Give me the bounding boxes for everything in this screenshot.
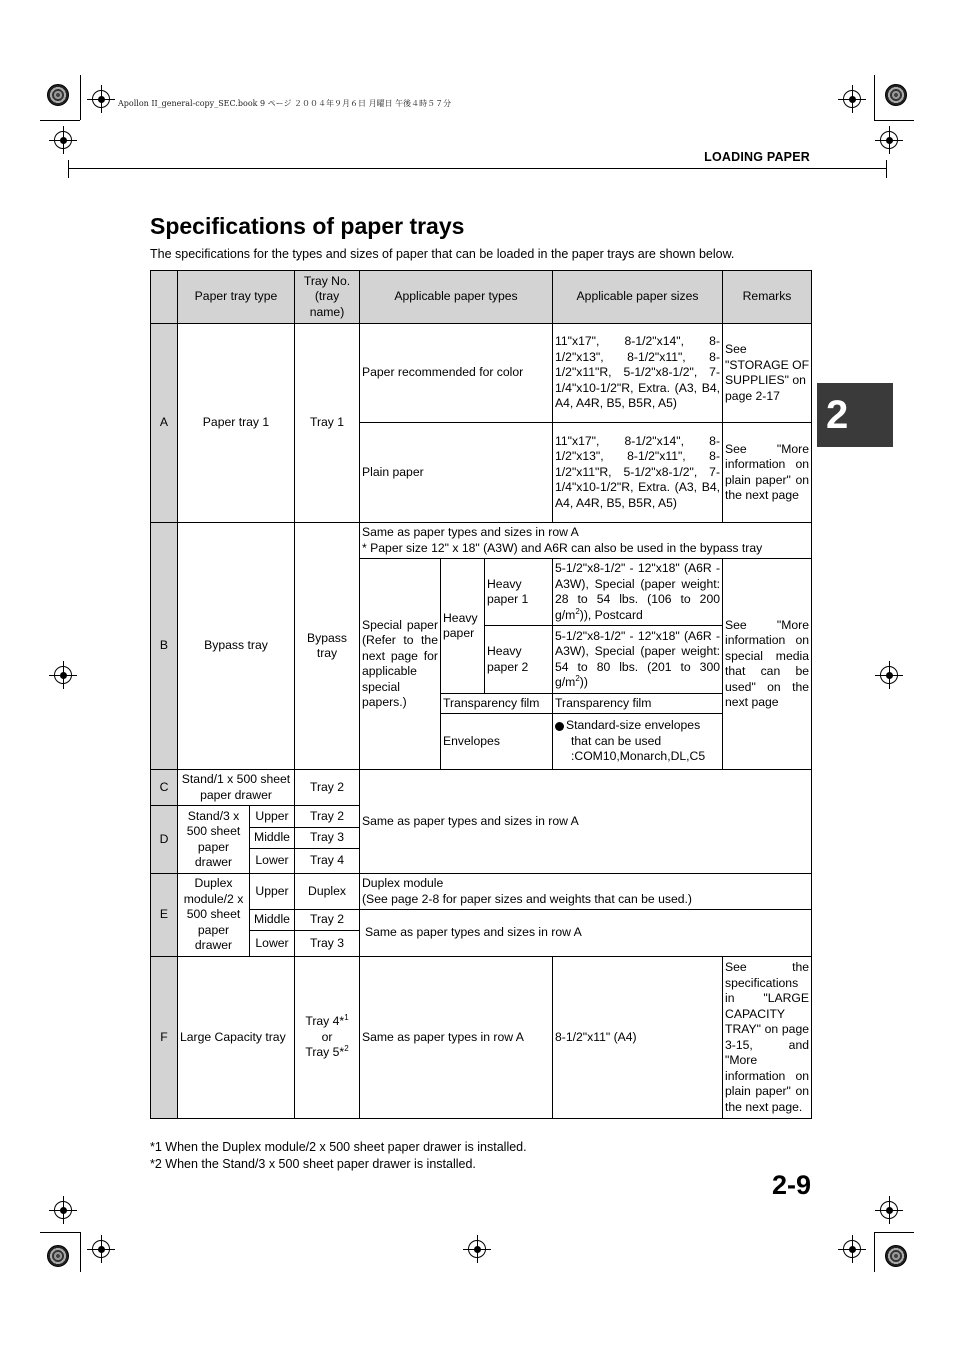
heavy1-size-tail: )), Postcard (579, 607, 643, 622)
tray4-text: Tray 4* (305, 1014, 345, 1029)
paper-tray-spec-table (150, 270, 812, 1119)
row-b-heavy2-sizes (553, 626, 723, 694)
heavy2-size-text: 5-1/2"x8-1/2" - 12"x18" (A6R - A3W), Special (paper weight: 54 to 80 lbs. (201 to 300 g/m (555, 628, 721, 689)
registration-mark-icon (54, 131, 72, 149)
header-paper-sizes: Applicable paper sizes (553, 271, 723, 324)
heavy2-size-tail: )) (579, 675, 588, 689)
bullet-icon (555, 722, 564, 731)
row-e-lower: Lower (250, 931, 295, 957)
row-b-envelopes: Envelopes (441, 714, 553, 770)
row-d-tray-type: Stand/3 x 500 sheet paper drawer (178, 806, 250, 874)
duplex-line1: Duplex module (362, 876, 444, 890)
row-e-tray-lower: Tray 3 (295, 931, 360, 957)
row-label-d: D (151, 806, 178, 874)
row-d-tray-upper: Tray 2 (295, 806, 360, 828)
tray4-sup: 1 (344, 1013, 349, 1023)
registration-mark-icon (54, 666, 72, 684)
row-c-tray-type: Stand/1 x 500 sheet paper drawer (178, 770, 295, 806)
row-e-tray-upper: Duplex (295, 874, 360, 910)
row-d-tray-lower: Tray 4 (295, 849, 360, 874)
page-number: 2-9 (771, 1170, 811, 1200)
row-a-plain-remarks: See "More information on plain paper" on the next page (723, 423, 812, 523)
row-d-upper: Upper (250, 806, 295, 828)
running-head: LOADING PAPER (704, 150, 810, 164)
registration-target-icon (47, 84, 69, 106)
or-text: or (321, 1029, 333, 1044)
heavy2-size-sup: 2 (575, 673, 580, 683)
row-b-envelope-sizes (553, 714, 723, 770)
header-tray-no: Tray No. (tray name) (295, 271, 360, 324)
chapter-tab: 2 (817, 383, 893, 447)
row-b-special-paper: Special paper (Refer to the next page for applicable special papers.) (360, 559, 441, 770)
row-label-f: F (151, 957, 178, 1119)
row-b-transparency: Transparency film (441, 694, 553, 714)
row-b-transparency-sizes: Transparency film (553, 694, 723, 714)
row-b-heavy-paper-1: Heavy paper 1 (485, 559, 553, 626)
tray5-sup: 2 (344, 1044, 349, 1054)
registration-mark-icon (92, 90, 110, 108)
row-a-plain-sizes: 11"x17", 8-1/2"x14", 8-1/2"x13", 8-1/2"x11", 8-1/2"x11"R, 5-1/2"x8-1/2", 7-1/4"x10-1/2"R, Extra. (A3, B4, A4, A4R, B5, B5R, A5) (553, 423, 723, 523)
registration-mark-icon (843, 1240, 861, 1258)
row-b-tray-type: Bypass tray (178, 523, 295, 770)
row-a-color-remarks: See "STORAGE OF SUPPLIES" on page 2-17 (723, 324, 812, 423)
env-size-line1: Standard-size envelopes (566, 718, 701, 733)
row-label-c: C (151, 770, 178, 806)
header-tray-type: Paper tray type (178, 271, 295, 324)
registration-mark-icon (880, 1201, 898, 1219)
row-a-color-type: Paper recommended for color (360, 324, 553, 423)
header-rule (68, 168, 886, 169)
row-f-tray-no (295, 957, 360, 1119)
row-b-same-line2: * Paper size 12" x 18" (A3W) and A6R can also be used in the bypass tray (362, 540, 763, 555)
row-d-middle: Middle (250, 828, 295, 849)
row-e-duplex-module (360, 874, 812, 910)
row-b-tray-no: Bypass tray (295, 523, 360, 770)
page-title: Specifications of paper trays (150, 213, 465, 239)
table-header-row (151, 271, 812, 324)
tray5-text: Tray 5* (305, 1045, 345, 1060)
registration-mark-icon (468, 1240, 486, 1258)
registration-target-icon (47, 1245, 69, 1267)
env-size-line2: that can be used (571, 733, 662, 748)
row-b-same-as-a (360, 523, 812, 559)
row-e-same-as-a: Same as paper types and sizes in row A (360, 910, 812, 957)
footnote-2: *2 When the Stand/3 x 500 sheet paper drawer is installed. (150, 1157, 476, 1171)
row-label-b: B (151, 523, 178, 770)
row-label-a: A (151, 324, 178, 523)
row-b-heavy-paper-2: Heavy paper 2 (485, 626, 553, 694)
row-cd-same-as-a: Same as paper types and sizes in row A (360, 770, 812, 874)
row-e-tray-type: Duplex module/2 x 500 sheet paper drawer (178, 874, 250, 957)
row-a-tray-no: Tray 1 (295, 324, 360, 523)
registration-mark-icon (880, 666, 898, 684)
registration-mark-icon (843, 90, 861, 108)
env-size-line3: :COM10,Monarch,DL,C5 (571, 749, 706, 764)
row-b-heavy1-sizes (553, 559, 723, 626)
row-a-tray-type: Paper tray 1 (178, 324, 295, 523)
registration-mark-icon (880, 131, 898, 149)
row-d-tray-middle: Tray 3 (295, 828, 360, 849)
registration-mark-icon (92, 1240, 110, 1258)
row-e-middle: Middle (250, 910, 295, 931)
row-e-upper: Upper (250, 874, 295, 910)
print-line: Apollon II_general-copy_SEC.book 9 ページ ２００４年９月６日 月曜日 午後４時５７分 (118, 99, 452, 108)
duplex-line2: (See page 2-8 for paper sizes and weights that can be used.) (362, 891, 692, 906)
row-f-types: Same as paper types in row A (360, 957, 553, 1119)
header-remarks: Remarks (723, 271, 812, 324)
row-label-e: E (151, 874, 178, 957)
header-paper-types: Applicable paper types (360, 271, 553, 324)
row-f-remarks: See the specifications in "LARGE CAPACITY TRAY" on page 3-15, and "More information on plain paper" on the next page. (723, 957, 812, 1119)
row-f-sizes: 8-1/2"x11" (A4) (553, 957, 723, 1119)
row-b-heavy-paper: Heavy paper (441, 559, 485, 694)
row-b-same-line1: Same as paper types and sizes in row A (362, 525, 579, 539)
row-e-tray-middle: Tray 2 (295, 910, 360, 931)
row-c-tray-no: Tray 2 (295, 770, 360, 806)
header-row-label-cell (151, 271, 178, 324)
registration-mark-icon (54, 1201, 72, 1219)
row-b-remarks: See "More information on special media that can be used" on the next page (723, 559, 812, 770)
row-a-plain-type: Plain paper (360, 423, 553, 523)
intro-text: The specifications for the types and sizes of paper that can be loaded in the paper trays are shown below. (150, 247, 735, 261)
heavy1-size-sup: 2 (575, 606, 580, 616)
row-f-tray-type: Large Capacity tray (178, 957, 295, 1119)
registration-target-icon (885, 1245, 907, 1267)
heavy1-size-text: 5-1/2"x8-1/2" - 12"x18" (A6R - A3W), Special (paper weight: 28 to 54 lbs. (106 to 200 g/m (555, 561, 721, 622)
row-d-lower: Lower (250, 849, 295, 874)
row-a-color-sizes: 11"x17", 8-1/2"x14", 8-1/2"x13", 8-1/2"x11", 8-1/2"x11"R, 5-1/2"x8-1/2", 7-1/4"x10-1/2"R, Extra. (A3, B4, A4, A4R, B5, B5R, A5) (553, 324, 723, 423)
registration-target-icon (885, 84, 907, 106)
footnote-1: *1 When the Duplex module/2 x 500 sheet paper drawer is installed. (150, 1140, 527, 1154)
